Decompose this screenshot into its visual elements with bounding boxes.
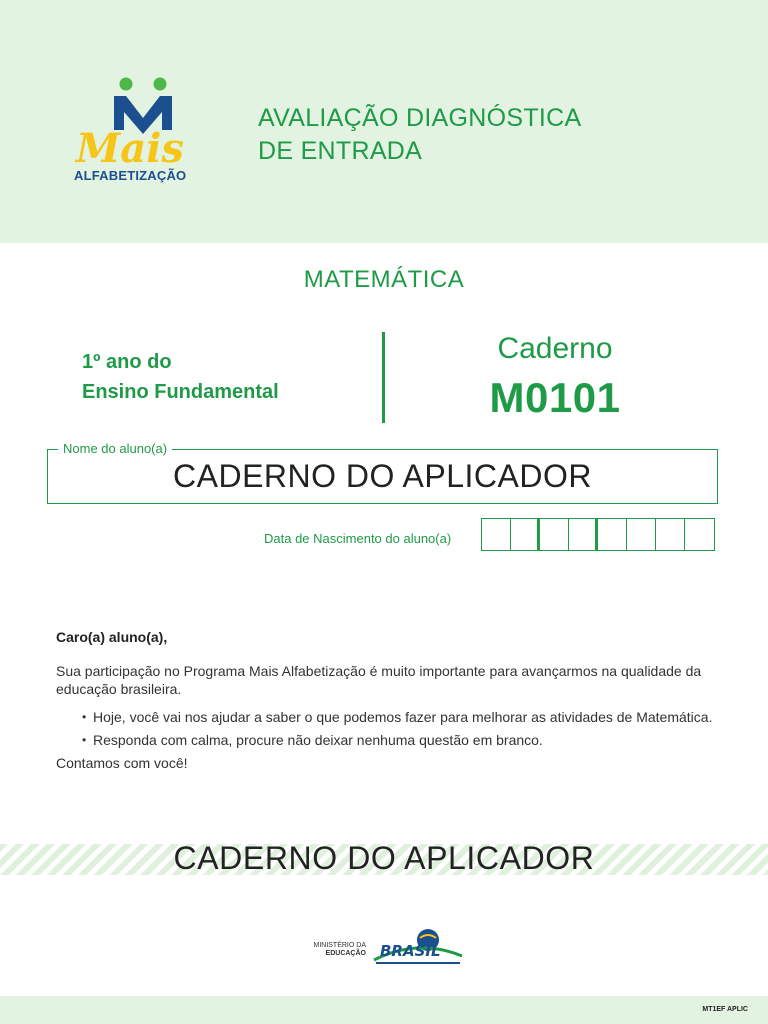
caderno-label: Caderno: [497, 332, 613, 365]
birth-date-cell[interactable]: [540, 519, 569, 550]
student-name-label: Nome do aluno(a): [58, 441, 172, 456]
birth-date-cell[interactable]: [685, 519, 714, 550]
letter-closing: Contamos com você!: [56, 755, 188, 771]
title-line-2: DE ENTRADA: [258, 137, 423, 165]
ministry-line-1: MINISTÉRIO DA: [313, 942, 366, 949]
caderno-code: M0101: [489, 374, 621, 421]
ministry-logo: [300, 942, 366, 958]
birth-date-cell[interactable]: [598, 519, 627, 550]
svg-text:BRASIL: BRASIL: [380, 942, 441, 960]
letter-paragraph: Sua participação no Programa Mais Alfabetização é muito importante para avançarmos na qualidade da educação brasileira.: [56, 663, 702, 697]
birth-date-cell[interactable]: [569, 519, 598, 550]
grade-level: [82, 347, 362, 407]
letter-bullet: [56, 731, 716, 749]
birth-date-label: Data de Nascimento do aluno(a): [264, 531, 452, 546]
letter-bullet: [56, 708, 716, 726]
instructions-letter: [56, 628, 716, 772]
page-title: [258, 102, 658, 168]
bullet-icon: •: [82, 710, 87, 724]
brasil-flag-icon: [372, 926, 464, 968]
bullet-icon: •: [82, 733, 87, 747]
birth-date-field[interactable]: [481, 518, 715, 551]
bullet-text: Responda com calma, procure não deixar nenhuma questão em branco.: [93, 732, 543, 748]
bullet-text: Hoje, você vai nos ajudar a saber o que podemos fazer para melhorar as atividades de Matemática.: [93, 709, 713, 725]
brasil-logo: [372, 926, 464, 973]
bottom-band: [0, 996, 768, 1024]
student-name-value: CADERNO DO APLICADOR: [173, 458, 592, 494]
footer-title: CADERNO DO APLICADOR: [173, 840, 595, 876]
logo-figures-icon: [70, 74, 200, 174]
document-code: MT1EF APLIC: [702, 1006, 748, 1013]
grade-line-2: Ensino Fundamental: [82, 381, 279, 403]
title-line-1: AVALIAÇÃO DIAGNÓSTICA: [258, 104, 582, 132]
ministry-line-2: EDUCAÇÃO: [325, 950, 366, 957]
subject-heading: MATEMÁTICA: [303, 266, 465, 293]
logo-wordmark: ALFABETIZAÇÃO: [74, 168, 187, 183]
mais-alfabetizacao-logo: [70, 74, 200, 190]
grade-line-1: 1º ano do: [82, 351, 172, 373]
birth-date-cell[interactable]: [656, 519, 685, 550]
vertical-divider: [382, 332, 385, 423]
birth-date-cell[interactable]: [627, 519, 656, 550]
birth-date-cell[interactable]: [511, 519, 540, 550]
letter-greeting: Caro(a) aluno(a),: [56, 629, 168, 645]
birth-date-cell[interactable]: [482, 519, 511, 550]
svg-text:Mais: Mais: [76, 125, 184, 172]
